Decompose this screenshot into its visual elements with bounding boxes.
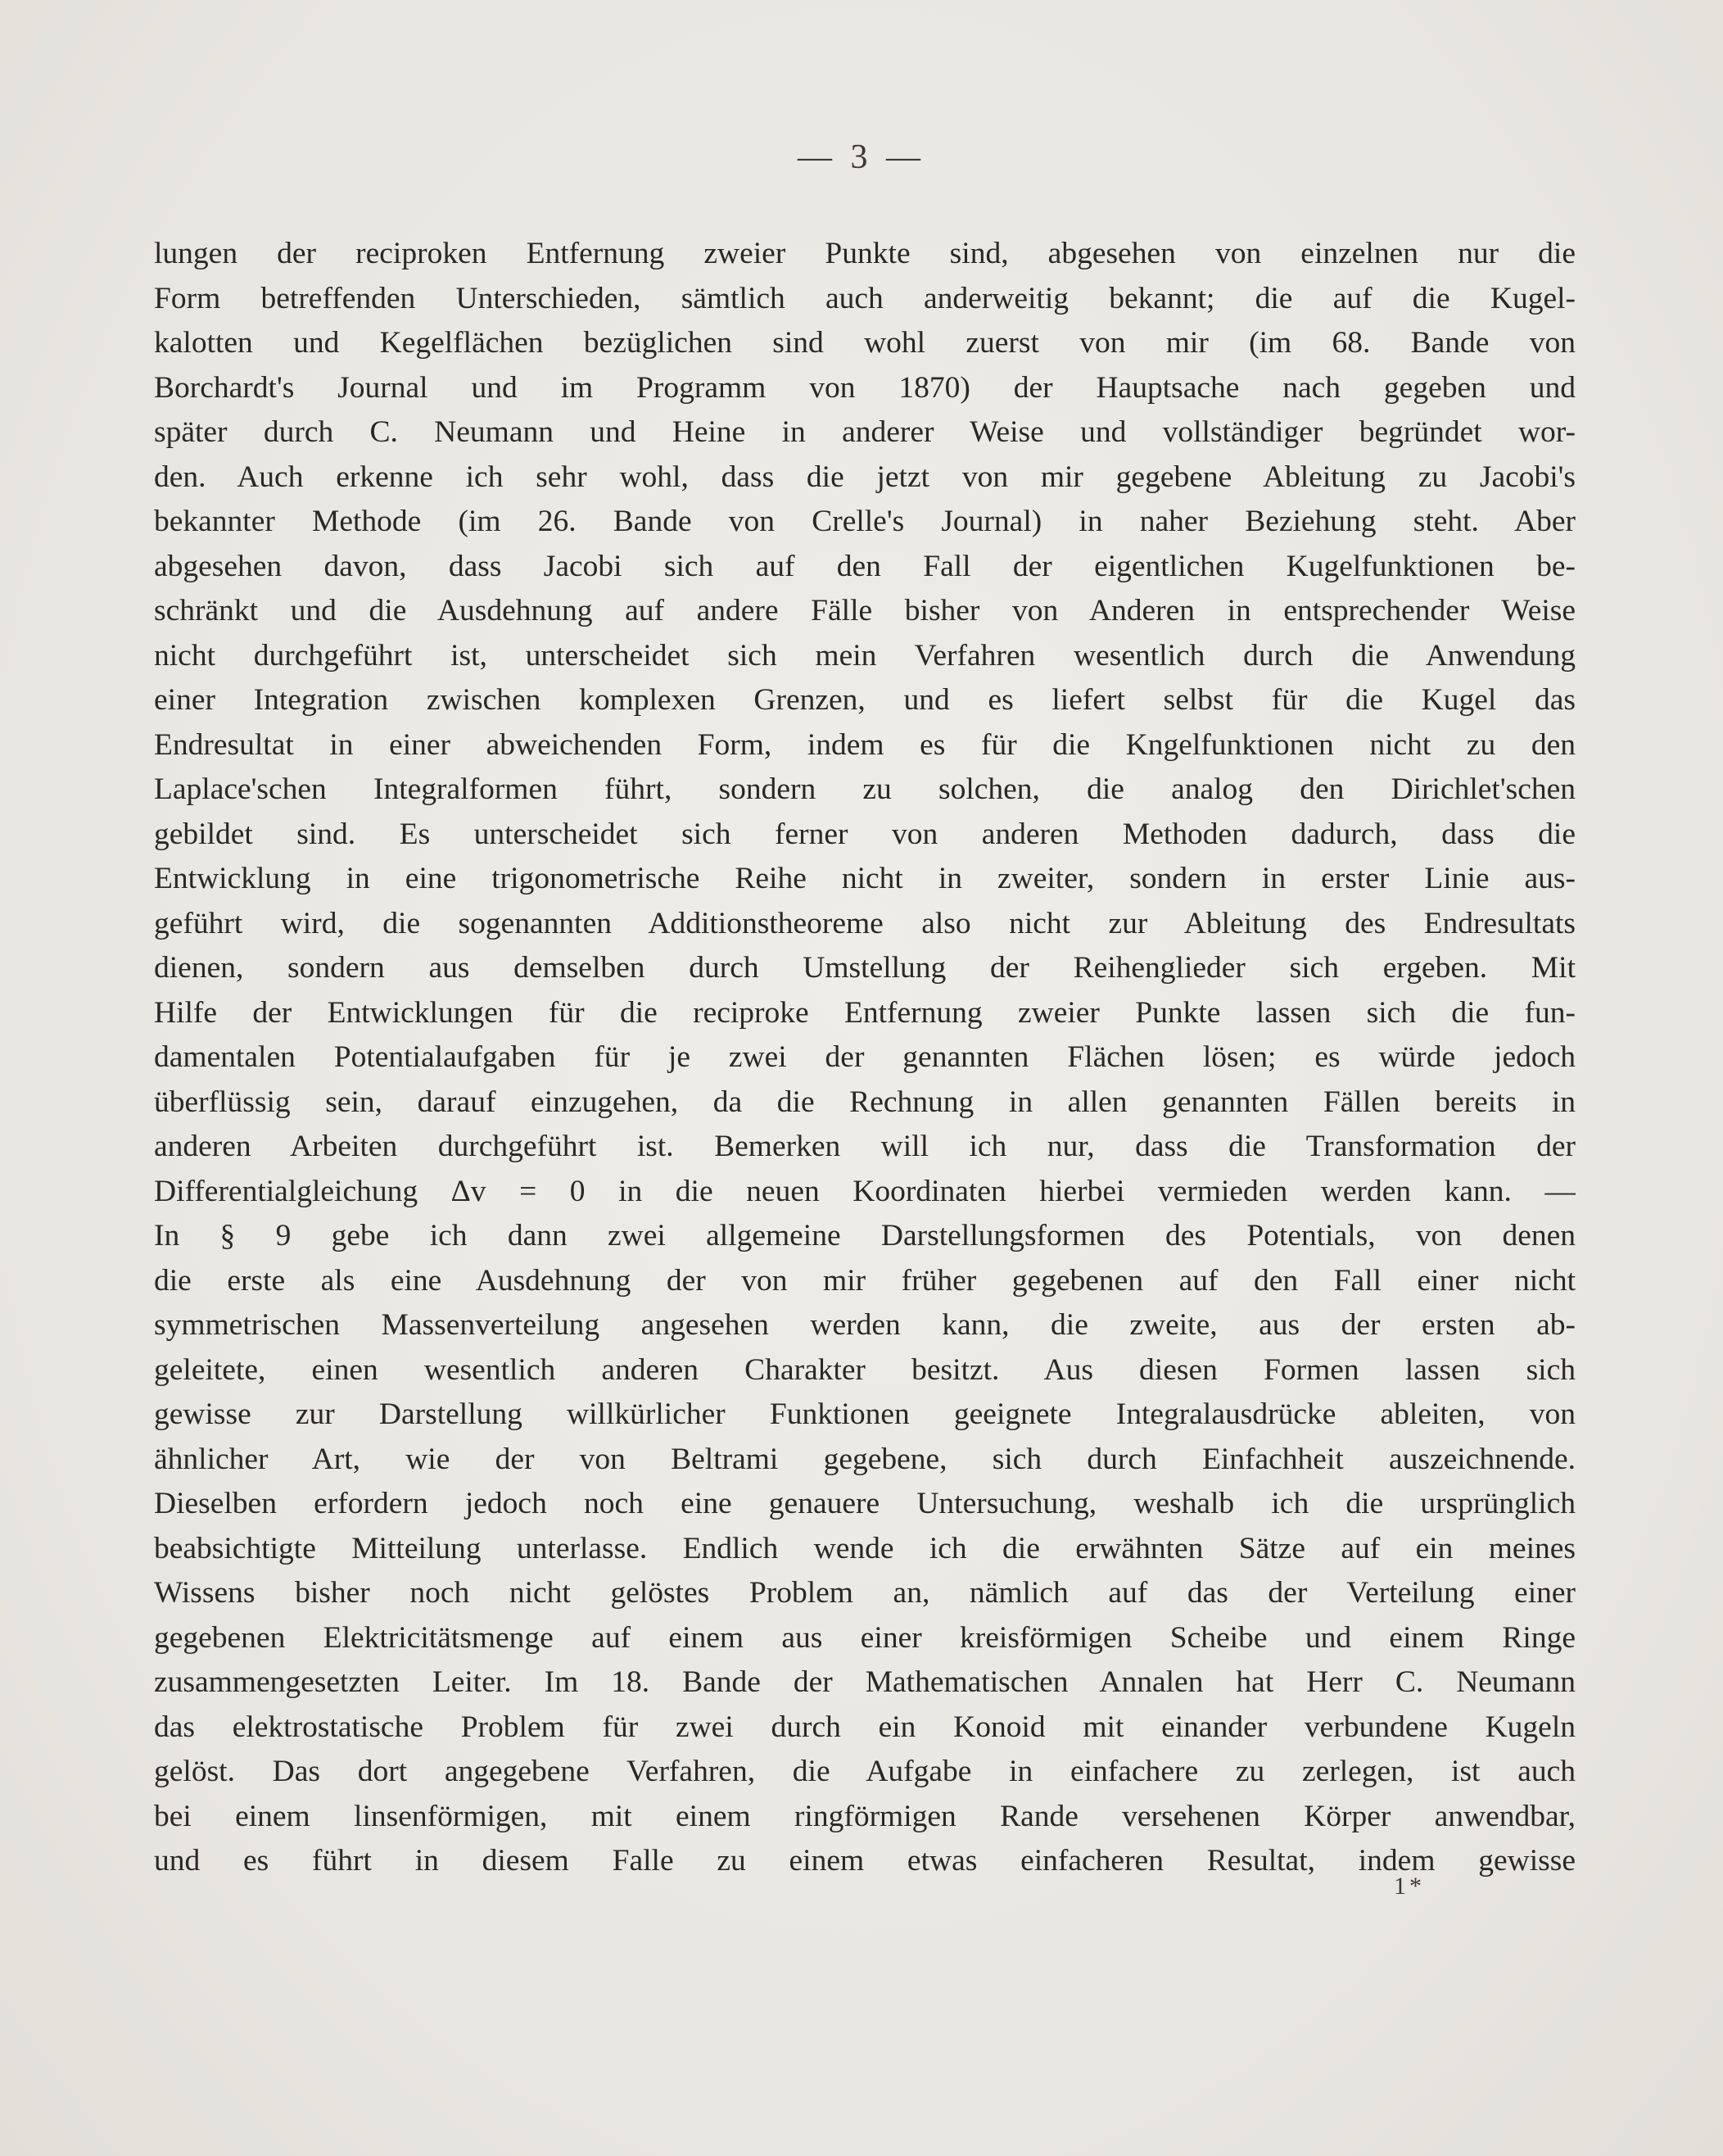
text-line: das elektrostatische Problem für zwei durch ein Konoid mit einander verbundene Kugeln <box>154 1710 1576 1744</box>
text-line: Differentialgleichung Δv = 0 in die neuen Koordinaten hierbei vermieden werden kann. — <box>154 1174 1576 1208</box>
text-line: bei einem linsenförmigen, mit einem ringförmigen Rande versehenen Körper anwendbar, <box>154 1799 1576 1833</box>
text-line: gebildet sind. Es unterscheidet sich ferner von anderen Methoden dadurch, dass die <box>154 817 1576 851</box>
signature-mark: 1* <box>1394 1873 1425 1900</box>
text-line: Endresultat in einer abweichenden Form, indem es für die Kngelfunktionen nicht zu den <box>154 727 1576 762</box>
text-line: und es führt in diesem Falle zu einem etwas einfacheren Resultat, indem gewisse <box>154 1844 1576 1877</box>
body-text <box>154 232 1576 1884</box>
text-line: In § 9 gebe ich dann zwei allgemeine Darstellungsformen des Potentials, von denen <box>154 1219 1576 1252</box>
text-line: einer Integration zwischen komplexen Grenzen, und es liefert selbst für die Kugel das <box>154 683 1576 717</box>
text-line: gegebenen Elektricitätsmenge auf einem aus einer kreisförmigen Scheibe und einem Ringe <box>154 1620 1576 1655</box>
text-line: gelöst. Das dort angegebene Verfahren, die Aufgabe in einfachere zu zerlegen, ist auch <box>154 1755 1576 1788</box>
text-line: die erste als eine Ausdehnung der von mir früher gegebenen auf den Fall einer nicht <box>154 1263 1576 1298</box>
text-line: kalotten und Kegelflächen bezüglichen sind wohl zuerst von mir (im 68. Bande von <box>154 326 1576 360</box>
text-line: gewisse zur Darstellung willkürlicher Funktionen geeignete Integralausdrücke ableiten, von <box>154 1397 1576 1431</box>
text-line: Borchardt's Journal und im Programm von 1870) der Hauptsache nach gegeben und <box>154 370 1576 405</box>
text-line: damentalen Potentialaufgaben für je zwei der genannten Flächen lösen; es würde jedoch <box>154 1040 1576 1074</box>
text-line: nicht durchgeführt ist, unterscheidet sich mein Verfahren wesentlich durch die Anwendung <box>154 638 1576 673</box>
text-line: symmetrischen Massenverteilung angesehen werden kann, die zweite, aus der ersten ab- <box>154 1308 1576 1342</box>
text-line: dienen, sondern aus demselben durch Umstellung der Reihenglieder sich ergeben. Mit <box>154 951 1576 985</box>
text-line: überflüssig sein, darauf einzugehen, da die Rechnung in allen genannten Fällen bereits in <box>154 1085 1576 1119</box>
text-line: Laplace'schen Integralformen führt, sondern zu solchen, die analog den Dirichlet'schen <box>154 772 1576 806</box>
text-line: zusammengesetzten Leiter. Im 18. Bande der Mathematischen Annalen hat Herr C. Neumann <box>154 1665 1576 1699</box>
text-line: Hilfe der Entwicklungen für die reciproke Entfernung zweier Punkte lassen sich die fun- <box>154 995 1576 1030</box>
text-line: geleitete, einen wesentlich anderen Charakter besitzt. Aus diesen Formen lassen sich <box>154 1352 1576 1387</box>
text-line: anderen Arbeiten durchgeführt ist. Bemerken will ich nur, dass die Transformation der <box>154 1130 1576 1163</box>
text-line: Wissens bisher noch nicht gelöstes Problem an, nämlich auf das der Verteilung einer <box>154 1576 1576 1610</box>
text-line: Dieselben erfordern jedoch noch eine genauere Untersuchung, weshalb ich die ursprünglich <box>154 1487 1576 1520</box>
text-line: schränkt und die Ausdehnung auf andere Fälle bisher von Anderen in entsprechender Weise <box>154 594 1576 627</box>
text-line: beabsichtigte Mitteilung unterlasse. Endlich wende ich die erwähnten Sätze auf ein meines <box>154 1531 1576 1565</box>
text-line: später durch C. Neumann und Heine in anderer Weise und vollständiger begründet wor- <box>154 415 1576 449</box>
text-line: Form betreffenden Unterschieden, sämtlich auch anderweitig bekannt; die auf die Kugel- <box>154 281 1576 315</box>
text-line: ähnlicher Art, wie der von Beltrami gegebene, sich durch Einfachheit auszeichnende. <box>154 1442 1576 1476</box>
text-line: bekannter Methode (im 26. Bande von Crelle's Journal) in naher Beziehung steht. Aber <box>154 505 1576 538</box>
text-line: abgesehen davon, dass Jacobi sich auf den Fall der eigentlichen Kugelfunktionen be- <box>154 549 1576 583</box>
text-line: geführt wird, die sogenannten Additionstheoreme also nicht zur Ableitung des Endresultats <box>154 906 1576 940</box>
text-line: den. Auch erkenne ich sehr wohl, dass die jetzt von mir gegebene Ableitung zu Jacobi's <box>154 460 1576 494</box>
text-line: lungen der reciproken Entfernung zweier Punkte sind, abgesehen von einzelnen nur die <box>154 237 1576 270</box>
text-line: Entwicklung in eine trigonometrische Reihe nicht in zweiter, sondern in erster Linie aus- <box>154 862 1576 895</box>
page-number: — 3 — <box>798 138 925 176</box>
